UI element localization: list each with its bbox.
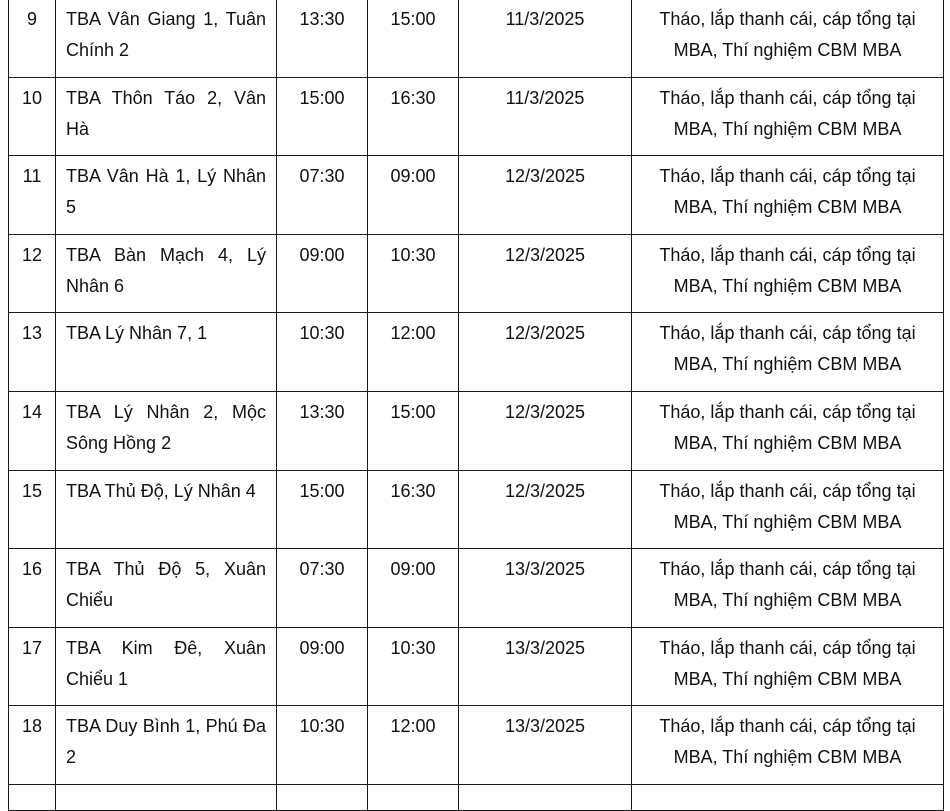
outage-date: 11/3/2025	[459, 0, 632, 77]
outage-date: 12/3/2025	[459, 313, 632, 392]
row-number: 15	[9, 470, 56, 549]
substation-name: TBA Vân Hà 1, Lý Nhân 5	[56, 156, 277, 235]
table-row	[9, 549, 944, 628]
outage-date: 13/3/2025	[459, 706, 632, 785]
end-time: 09:00	[368, 549, 459, 628]
schedule-table-body	[9, 0, 944, 810]
substation-name: TBA Bàn Mạch 4, Lý Nhân 6	[56, 234, 277, 313]
substation-name: TBA Lý Nhân 7, 1	[56, 313, 277, 392]
outage-date: 12/3/2025	[459, 234, 632, 313]
work-content: Tháo, lắp thanh cái, cáp tổng tại MBA, Thí nghiệm CBM MBA	[632, 391, 944, 470]
outage-date: 13/3/2025	[459, 627, 632, 706]
empty-cell	[459, 784, 632, 810]
row-number: 16	[9, 549, 56, 628]
end-time: 15:00	[368, 391, 459, 470]
row-number: 17	[9, 627, 56, 706]
row-number: 10	[9, 77, 56, 156]
end-time: 15:00	[368, 0, 459, 77]
start-time: 09:00	[277, 234, 368, 313]
table-row	[9, 234, 944, 313]
substation-name: TBA Kim Đê, Xuân Chiểu 1	[56, 627, 277, 706]
start-time: 15:00	[277, 77, 368, 156]
outage-date: 12/3/2025	[459, 391, 632, 470]
outage-date: 12/3/2025	[459, 156, 632, 235]
substation-name: TBA Thủ Độ, Lý Nhân 4	[56, 470, 277, 549]
start-time: 13:30	[277, 391, 368, 470]
empty-cell	[368, 784, 459, 810]
end-time: 12:00	[368, 706, 459, 785]
substation-name: TBA Thủ Độ 5, Xuân Chiểu	[56, 549, 277, 628]
work-content: Tháo, lắp thanh cái, cáp tổng tại MBA, Thí nghiệm CBM MBA	[632, 77, 944, 156]
row-number: 11	[9, 156, 56, 235]
work-content: Tháo, lắp thanh cái, cáp tổng tại MBA, Thí nghiệm CBM MBA	[632, 706, 944, 785]
work-content: Tháo, lắp thanh cái, cáp tổng tại MBA, Thí nghiệm CBM MBA	[632, 0, 944, 77]
empty-cell	[632, 784, 944, 810]
start-time: 15:00	[277, 470, 368, 549]
start-time: 13:30	[277, 0, 368, 77]
end-time: 12:00	[368, 313, 459, 392]
empty-cell	[9, 784, 56, 810]
outage-date: 13/3/2025	[459, 549, 632, 628]
table-row	[9, 627, 944, 706]
substation-name: TBA Thôn Táo 2, Vân Hà	[56, 77, 277, 156]
start-time: 07:30	[277, 156, 368, 235]
row-number: 12	[9, 234, 56, 313]
row-number: 14	[9, 391, 56, 470]
start-time: 10:30	[277, 313, 368, 392]
power-outage-schedule-table	[8, 0, 944, 811]
work-content: Tháo, lắp thanh cái, cáp tổng tại MBA, Thí nghiệm CBM MBA	[632, 627, 944, 706]
start-time: 07:30	[277, 549, 368, 628]
work-content: Tháo, lắp thanh cái, cáp tổng tại MBA, Thí nghiệm CBM MBA	[632, 470, 944, 549]
row-number: 9	[9, 0, 56, 77]
table-row	[9, 77, 944, 156]
table-row-cut-off	[9, 784, 944, 810]
row-number: 18	[9, 706, 56, 785]
outage-date: 12/3/2025	[459, 470, 632, 549]
substation-name: TBA Duy Bình 1, Phú Đa 2	[56, 706, 277, 785]
start-time: 09:00	[277, 627, 368, 706]
table-row	[9, 313, 944, 392]
work-content: Tháo, lắp thanh cái, cáp tổng tại MBA, Thí nghiệm CBM MBA	[632, 549, 944, 628]
start-time: 10:30	[277, 706, 368, 785]
end-time: 09:00	[368, 156, 459, 235]
work-content: Tháo, lắp thanh cái, cáp tổng tại MBA, Thí nghiệm CBM MBA	[632, 313, 944, 392]
table-row	[9, 470, 944, 549]
table-row	[9, 0, 944, 77]
outage-date: 11/3/2025	[459, 77, 632, 156]
table-row	[9, 156, 944, 235]
end-time: 16:30	[368, 470, 459, 549]
table-row	[9, 391, 944, 470]
end-time: 16:30	[368, 77, 459, 156]
empty-cell	[277, 784, 368, 810]
end-time: 10:30	[368, 627, 459, 706]
work-content: Tháo, lắp thanh cái, cáp tổng tại MBA, Thí nghiệm CBM MBA	[632, 234, 944, 313]
substation-name: TBA Vân Giang 1, Tuân Chính 2	[56, 0, 277, 77]
empty-cell	[56, 784, 277, 810]
table-row	[9, 706, 944, 785]
work-content: Tháo, lắp thanh cái, cáp tổng tại MBA, Thí nghiệm CBM MBA	[632, 156, 944, 235]
row-number: 13	[9, 313, 56, 392]
substation-name: TBA Lý Nhân 2, Mộc Sông Hồng 2	[56, 391, 277, 470]
end-time: 10:30	[368, 234, 459, 313]
